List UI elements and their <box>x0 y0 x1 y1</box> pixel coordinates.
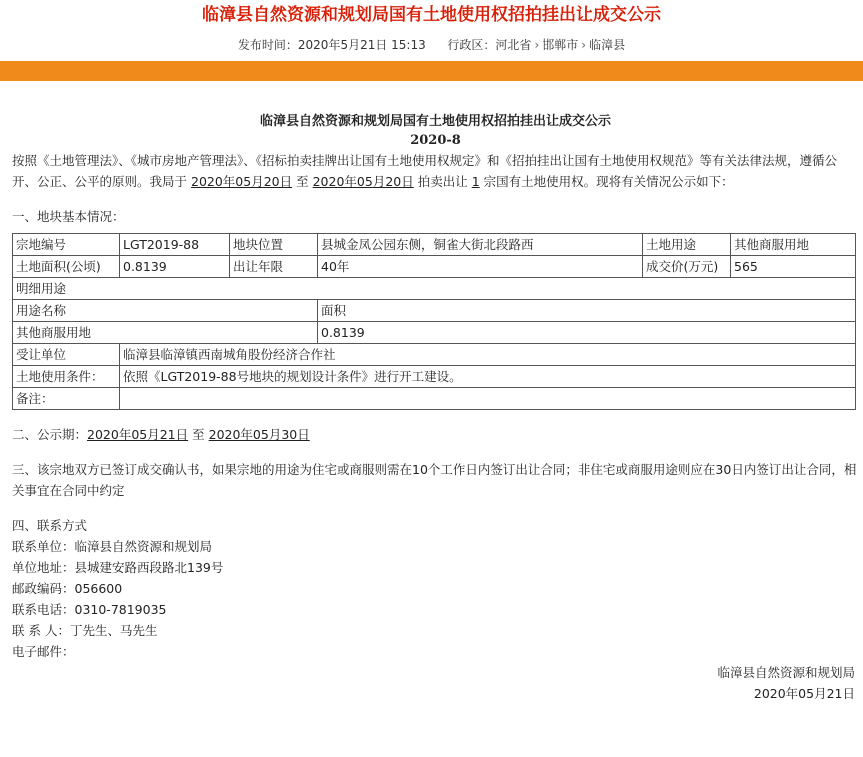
table-row <box>13 388 856 410</box>
signature-org: 临漳县自然资源和规划局 <box>717 665 855 680</box>
table-cell: 出让年限 <box>230 256 318 278</box>
table-cell: 临漳县临漳镇西南城角股份经济合作社 <box>120 344 856 366</box>
table-cell: LGT2019-88 <box>120 234 230 256</box>
document-title: 临漳县自然资源和规划局国有土地使用权招拍挂出让成交公示 <box>259 114 611 129</box>
table-cell: 县城金凤公园东侧，铜雀大街北段路西 <box>318 234 643 256</box>
publish-label: 发布时间： <box>237 38 298 52</box>
document-number: 2020-8 <box>410 133 461 148</box>
table-row <box>13 278 856 300</box>
table-cell <box>120 388 856 410</box>
table-cell: 其他商服用地 <box>13 322 318 344</box>
table-row <box>13 234 856 256</box>
table-cell: 成交价(万元) <box>643 256 731 278</box>
table-row <box>13 322 856 344</box>
contact-unit: 联系单位：临漳县自然资源和规划局 <box>12 539 213 554</box>
table-cell: 土地面积(公顷) <box>13 256 120 278</box>
region-province-link[interactable]: 河北省 <box>495 38 532 52</box>
table-cell: 565 <box>731 256 856 278</box>
table-row <box>13 366 856 388</box>
intro-date-from: 2020年05月20日 <box>191 174 293 189</box>
section-2-publicity-period: 二、公示期：2020年05月21日 至 2020年05月30日 <box>12 427 310 442</box>
publish-time: 2020年5月21日 15:13 <box>297 38 426 52</box>
table-cell: 其他商服用地 <box>731 234 856 256</box>
table-cell: 地块位置 <box>230 234 318 256</box>
table-cell: 土地用途 <box>643 234 731 256</box>
region-county-link[interactable]: 临漳县 <box>589 38 626 52</box>
intro-date-to: 2020年05月20日 <box>312 174 414 189</box>
table-row <box>13 300 856 322</box>
contact-phone: 联系电话：0310-7819035 <box>12 602 167 617</box>
contact-email: 电子邮件： <box>12 644 75 659</box>
table-row <box>13 344 856 366</box>
table-row <box>13 256 856 278</box>
intro-count: 1 <box>471 174 480 189</box>
page-title: 临漳县自然资源和规划局国有土地使用权招拍挂出让成交公示 <box>202 5 661 25</box>
period-end-date: 2020年05月30日 <box>208 427 310 442</box>
contact-address: 单位地址：县城建安路西段路北139号 <box>12 560 224 575</box>
table-cell: 受让单位 <box>13 344 120 366</box>
meta-bar <box>0 37 863 53</box>
chevron-right-icon: › <box>581 38 587 52</box>
table-cell: 用途名称 <box>13 300 318 322</box>
parcel-info-table <box>12 233 856 410</box>
table-cell: 0.8139 <box>120 256 230 278</box>
table-cell: 面积 <box>318 300 856 322</box>
table-cell: 土地使用条件： <box>13 366 120 388</box>
table-cell: 0.8139 <box>318 322 856 344</box>
section-1-heading: 一、地块基本情况： <box>12 209 125 224</box>
table-cell: 明细用途 <box>13 278 856 300</box>
document-body <box>12 112 859 704</box>
table-cell: 宗地编号 <box>13 234 120 256</box>
section-3-paragraph: 三、该宗地双方已签订成交确认书，如果宗地的用途为住宅或商服则需在10个工作日内签订出让合同；非住宅或商服用途则应在30日内签订出让合同，相关事宜在合同中约定 <box>12 462 857 498</box>
region-label: 行政区： <box>447 38 496 52</box>
contact-postcode: 邮政编码：056600 <box>12 581 123 596</box>
table-cell: 备注： <box>13 388 120 410</box>
intro-paragraph: 按照《土地管理法》、《城市房地产管理法》、《招标拍卖挂牌出让国有土地使用权规定》和《招拍挂出让国有土地使用权规范》等有关法律法规，遵循公开、公正、公平的原则。我局于 2020年05月20日 至 2020年05月20日 拍卖出让 1 宗国有土地使用权。现将有关情况公示如下： <box>12 153 838 189</box>
table-cell: 40年 <box>318 256 643 278</box>
header-divider-bar <box>0 61 863 81</box>
section-4-heading: 四、联系方式 <box>12 518 88 533</box>
period-start-date: 2020年05月21日 <box>87 427 189 442</box>
region-city-link[interactable]: 邯郸市 <box>542 38 579 52</box>
signature-date: 2020年05月21日 <box>753 686 855 701</box>
contact-person: 联 系 人：丁先生、马先生 <box>12 623 158 638</box>
table-cell: 依照《LGT2019-88号地块的规划设计条件》进行开工建设。 <box>120 366 856 388</box>
chevron-right-icon: › <box>534 38 540 52</box>
